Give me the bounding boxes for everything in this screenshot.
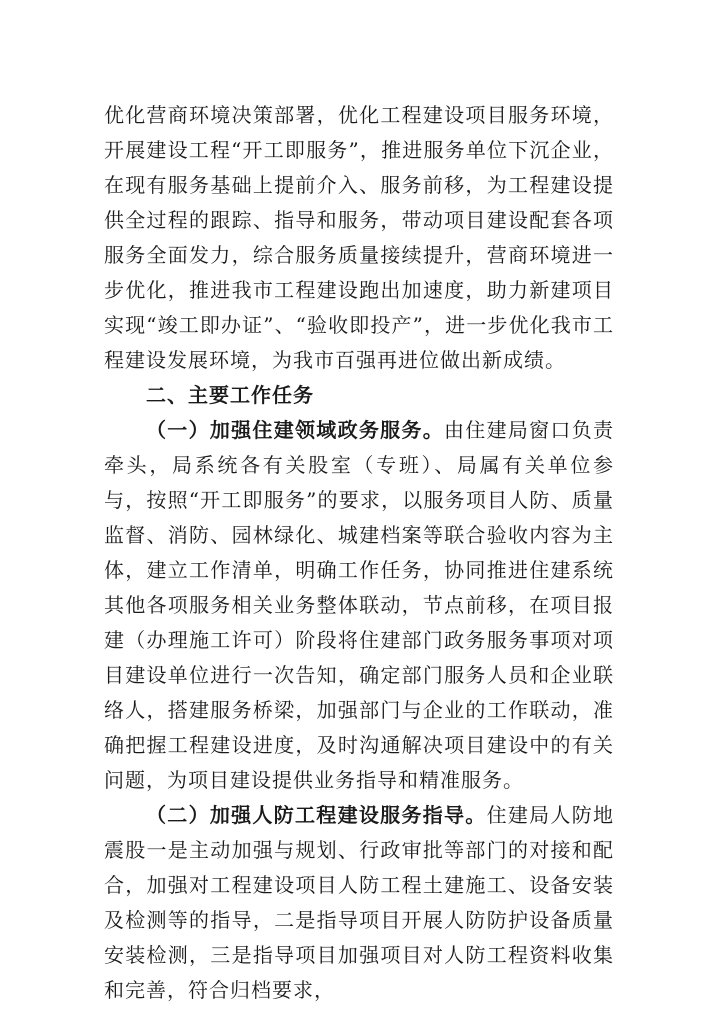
item-2-paragraph xyxy=(104,798,614,1008)
item-2-body: 住建局人防地震股一是主动加强与规划、行政审批等部门的对接和配合，加强对工程建设项目人防工程土建施工、设备安装及检测等的指导，二是指导项目开展人防防护设备质量安装检测，三是指导项目加强项目对人防工程资料收集和完善，符合归档要求， xyxy=(104,803,615,1002)
item-1-title: （一）加强住建领域政务服务。 xyxy=(146,418,444,442)
intro-paragraph: 优化营商环境决策部署，优化工程建设项目服务环境，开展建设工程“开工即服务”，推进服务单位下沉企业，在现有服务基础上提前介入、服务前移，为工程建设提供全过程的跟踪、指导和服务，带动项目建设配套各项服务全面发力，综合服务质量接续提升，营商环境进一步优化，推进我市工程建设跑出加速度，助力新建项目实现“竣工即办证”、“验收即投产”，进一步优化我市工程建设发展环境，为我市百强再进位做出新成绩。 xyxy=(104,103,614,372)
item-2-title: （二）加强人防工程建设服务指导。 xyxy=(146,803,487,827)
item-1-body: 由住建局窗口负责牵头，局系统各有关股室（专班）、局属有关单位参与，按照“开工即服务”的要求，以服务项目人防、质量监督、消防、园林绿化、城建档案等联合验收内容为主体，建立工作清单，明确工作任务，协同推进住建系统其他各项服务相关业务整体联动，节点前移，在项目报建（办理施工许可）阶段将住建部门政务服务事项对项目建设单位进行一次告知，确定部门服务人员和企业联络人，搭建服务桥梁，加强部门与企业的工作联动，准确把握工程建设进度，及时沟通解决项目建设中的有关问题，为项目建设提供业务指导和精准服务。 xyxy=(104,418,614,792)
item-1-paragraph xyxy=(104,413,614,798)
section-heading: 二、主要工作任务 xyxy=(146,383,314,407)
document-body xyxy=(104,98,614,1008)
